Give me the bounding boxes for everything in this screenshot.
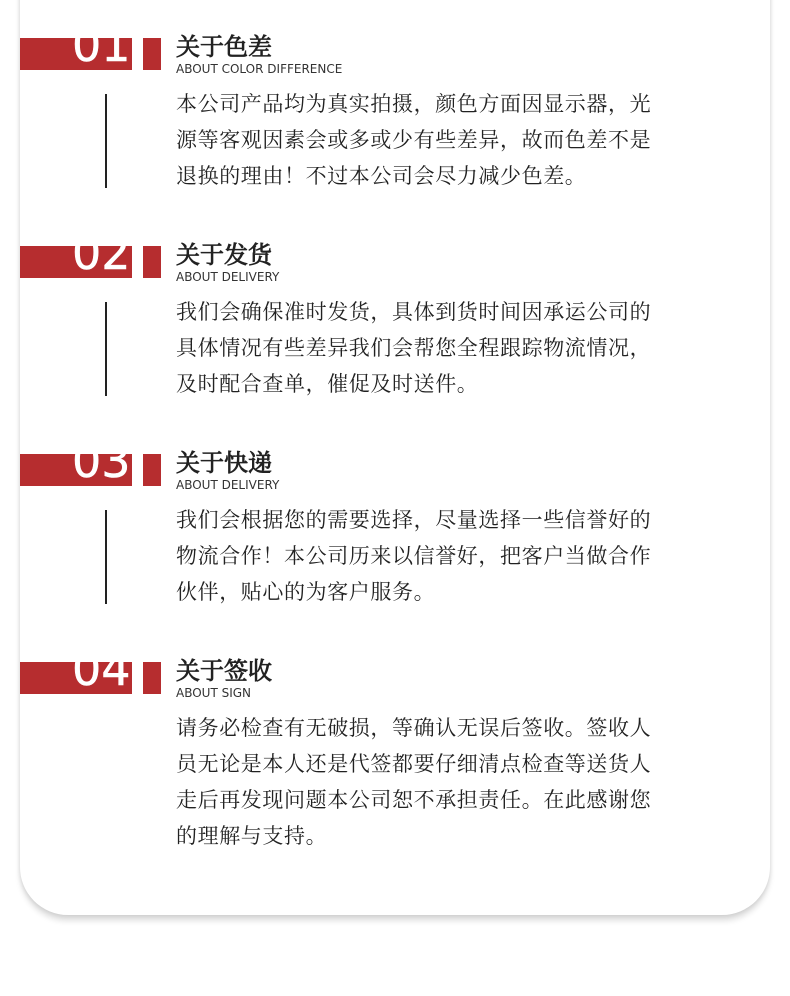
section-title: 关于色差 bbox=[176, 33, 272, 61]
body-line: 请务必检查有无破损，等确认无误后签收。签收人 bbox=[176, 716, 652, 740]
section-number: 03 bbox=[72, 434, 131, 488]
vertical-divider bbox=[105, 94, 107, 188]
section-subtitle: ABOUT DELIVERY bbox=[176, 270, 280, 284]
body-line: 退换的理由！不过本公司会尽力减少色差。 bbox=[176, 164, 587, 188]
vertical-divider bbox=[105, 302, 107, 396]
body-line: 本公司产品均为真实拍摄，颜色方面因显示器，光 bbox=[176, 92, 652, 116]
section-subtitle: ABOUT COLOR DIFFERENCE bbox=[176, 62, 343, 76]
body-line: 走后再发现问题本公司恕不承担责任。在此感谢您 bbox=[176, 788, 652, 812]
number-bar-accent bbox=[143, 246, 161, 278]
body-line: 我们会确保准时发货，具体到货时间因承运公司的 bbox=[176, 300, 652, 324]
body-line: 员无论是本人还是代签都要仔细清点检查等送货人 bbox=[176, 752, 652, 776]
body-line: 的理解与支持。 bbox=[176, 824, 328, 848]
body-line: 及时配合查单，催促及时送件。 bbox=[176, 372, 479, 396]
section-subtitle: ABOUT DELIVERY bbox=[176, 478, 280, 492]
section-number: 02 bbox=[72, 226, 131, 280]
section-body bbox=[176, 502, 736, 610]
body-line: 源等客观因素会或多或少有些差异，故而色差不是 bbox=[176, 128, 652, 152]
number-bar-accent bbox=[143, 38, 161, 70]
section-title: 关于签收 bbox=[176, 657, 272, 685]
section-number: 01 bbox=[72, 18, 131, 72]
section-subtitle: ABOUT SIGN bbox=[176, 686, 252, 700]
section-number: 04 bbox=[72, 642, 131, 696]
body-line: 物流合作！本公司历来以信誉好，把客户当做合作 bbox=[176, 544, 652, 568]
body-line: 伙伴，贴心的为客户服务。 bbox=[176, 580, 436, 604]
section-body bbox=[176, 710, 736, 854]
body-line: 我们会根据您的需要选择，尽量选择一些信誉好的 bbox=[176, 508, 652, 532]
section-body bbox=[176, 294, 736, 402]
vertical-divider bbox=[105, 510, 107, 604]
section-body bbox=[176, 86, 736, 194]
number-bar-accent bbox=[143, 662, 161, 694]
section-title: 关于快递 bbox=[176, 449, 272, 477]
body-line: 具体情况有些差异我们会帮您全程跟踪物流情况， bbox=[176, 336, 652, 360]
section-title: 关于发货 bbox=[176, 241, 272, 269]
number-bar-accent bbox=[143, 454, 161, 486]
